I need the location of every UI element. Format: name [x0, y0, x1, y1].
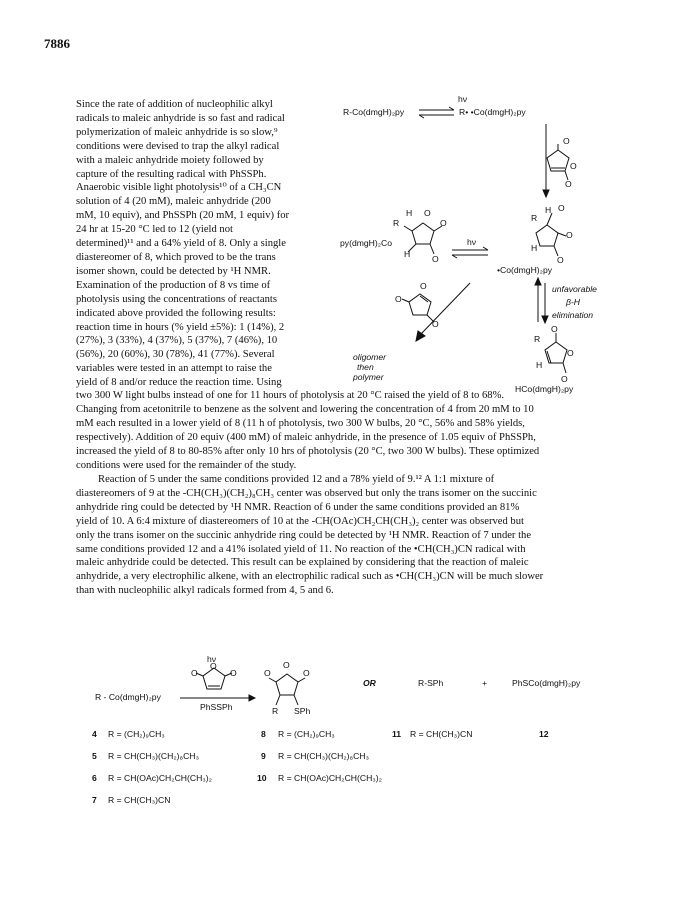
- h-label: H: [545, 205, 552, 215]
- o-label: O: [420, 281, 427, 291]
- phsco-label: PhSCo(dmgH)₂py: [512, 678, 581, 688]
- text-line: two 300 W light bulbs instead of one for 11 hours of photolysis at 20 °C raised the yield of 8 to 68%.: [76, 390, 505, 401]
- r-label: R: [393, 218, 400, 228]
- text-line: capture of the resulting radical with PhSSPh.: [76, 168, 267, 180]
- o-label: O: [264, 668, 271, 678]
- text-line: variables were tested in an attempt to raise the: [76, 363, 272, 375]
- o-label: O: [565, 179, 572, 189]
- compound-number: 10: [257, 773, 267, 783]
- o-label: O: [283, 660, 290, 670]
- compound-number: 8: [261, 729, 266, 739]
- text-line: Changing from acetonitrile to benzene as the solvent and lowering the concentration of 4 from 20 mM to 10: [76, 403, 534, 415]
- compound-definition: R = CH(CH₃)(CH₂)₈CH₃: [108, 751, 199, 761]
- text-line: yield of 10. A 6:4 mixture of diastereomers of 10 at the -CH(OAc)CH₂CH(CH₃)₂ center was observed but: [76, 515, 524, 527]
- compound-definition: R = (CH₂)₉CH₃: [108, 729, 165, 739]
- oligomer-label: oligomer: [353, 352, 386, 362]
- r-label: R: [531, 213, 538, 223]
- h-label: H: [404, 249, 411, 259]
- hv-label: hν: [458, 94, 468, 104]
- text-line: polymerization of maleic anhydride is so slow,⁹: [76, 126, 278, 138]
- o-label: O: [551, 324, 558, 334]
- text-line: conditions were devised to trap the alkyl radical: [76, 140, 280, 152]
- o-label: O: [567, 348, 574, 358]
- reactant-label: R-Co(dmgH)₂py: [343, 107, 405, 117]
- o-label: O: [561, 374, 568, 384]
- o-label: O: [303, 668, 310, 678]
- compound-number: 7: [92, 795, 97, 805]
- text-line: only the trans isomer on the succinic anhydride ring could be detected by ¹H NMR. Reaction of 7 under the: [76, 529, 532, 541]
- hv-label: hν: [207, 654, 217, 664]
- text-line: than with nucleophilic alkyl radicals formed from 4, 5 and 6.: [76, 585, 334, 597]
- compound-number: 6: [92, 773, 97, 783]
- text-line: diastereomer of 8, which proved to be the trans: [76, 251, 276, 263]
- plus-label: +: [482, 678, 488, 688]
- text-line: photolysis using the concentrations of reactants: [76, 293, 277, 305]
- text-line: yield of 8 and/or reduce the reaction time. Using: [76, 377, 282, 389]
- o-label: O: [230, 668, 237, 678]
- o-label: O: [432, 319, 439, 329]
- cobalt-adduct-label: py(dmgH)₂Co: [340, 238, 393, 248]
- text-line: solution of 4 (20 mM), maleic anhydride (200: [76, 196, 271, 208]
- scheme2-reactant-label: R - Co(dmgH)₂py: [95, 692, 161, 702]
- o-label: O: [210, 661, 217, 671]
- sph-label: SPh: [294, 706, 311, 716]
- products-label: R• •Co(dmgH)₂py: [459, 107, 526, 117]
- o-label: O: [424, 208, 431, 218]
- text-line: isomer shown, could be detected by ¹H NMR.: [76, 265, 271, 277]
- hco-label: HCo(dmgH)₂py: [515, 384, 574, 394]
- text-line: anhydride ring could be detected by ¹H NMR. Reaction of 6 under the same conditions provided an 81%: [76, 501, 520, 513]
- polymer-label: polymer: [353, 372, 384, 382]
- o-label: O: [432, 254, 439, 264]
- o-label: O: [558, 203, 565, 213]
- text-line: increased the yield of 8 to 80-85% after only 10 hrs of photolysis (20 °C, two 300 W bulbs). These optimized: [76, 445, 540, 457]
- text-line: Since the rate of addition of nucleophilic alkyl: [76, 99, 273, 110]
- text-line: Examination of the production of 8 vs time of: [76, 279, 271, 291]
- o-label: O: [570, 161, 577, 171]
- compound-definition: R = CH(OAc)CH₂CH(CH₃)₂: [108, 773, 212, 783]
- text-line: maleic anhydride could be detected. This result can be explained by considering that the reaction of maleic: [76, 557, 529, 569]
- text-line: diastereomers of 9 at the -CH(CH₃)(CH₂)₈CH₃ center was observed but only the trans isomer on the succinic: [76, 487, 537, 499]
- compound-number: 11: [392, 729, 402, 739]
- elimination-label: elimination: [552, 310, 594, 320]
- o-label: O: [191, 668, 198, 678]
- beta-h-label: β-H: [566, 297, 580, 307]
- text-line: Anaerobic visible light photolysis¹⁰ of a CH₃CN: [76, 182, 282, 194]
- text-line: respectively). Addition of 20 equiv (400 mM) of maleic anhydride, in the presence of 1.05 equiv of PhSSPh,: [76, 431, 536, 443]
- o-label: O: [566, 230, 573, 240]
- text-line: indicated above provided the following results:: [76, 307, 276, 319]
- co-radical-label: •Co(dmgH)₂py: [497, 265, 553, 275]
- compound-number: 5: [92, 751, 97, 761]
- or-label: OR: [363, 678, 376, 688]
- hv-label: hν: [467, 237, 477, 247]
- text-line: reaction time in hours (% yield ±5%): 1 (14%), 2: [76, 321, 285, 333]
- h-label: H: [406, 208, 413, 218]
- o-label: O: [557, 255, 564, 265]
- compound-number: 9: [261, 751, 266, 761]
- text-line: 24 hr at 15-20 °C led to 12 (yield not: [76, 224, 233, 236]
- compound-definition: R = CH(OAc)CH₂CH(CH₃)₂: [278, 773, 382, 783]
- o-label: O: [563, 136, 570, 146]
- r-label: R: [534, 334, 541, 344]
- text-line: conditions were used for the remainder of the study.: [76, 459, 297, 471]
- compound-definition: R = CH(CH₃)(CH₂)₈CH₃: [278, 751, 369, 761]
- text-line: (27%), 3 (33%), 4 (37%), 5 (37%), 7 (46%), 10: [76, 335, 278, 347]
- o-label: O: [440, 218, 447, 228]
- text-line: anhydride, a very electrophilic alkene, with an electrophilic radical such as •CH(CH₃)CN will be much slower: [76, 571, 544, 583]
- text-line: (56%), 20 (60%), 30 (78%), 41 (77%). Several: [76, 349, 275, 361]
- rsph-label: R-SPh: [418, 678, 444, 688]
- h-label: H: [531, 243, 538, 253]
- compound-number: 12: [539, 729, 549, 739]
- text-line: mM, 10 equiv), and PhSSPh (20 mM, 1 equiv) for: [76, 210, 290, 222]
- r-label: R: [272, 706, 279, 716]
- then-label: then: [357, 362, 374, 372]
- text-line: same conditions provided 12 and a 41% isolated yield of 11. No reaction of the •CH(CH₃)CN radical with: [76, 543, 526, 555]
- text-line: with a maleic anhydride moiety followed by: [76, 154, 264, 166]
- text-line: radicals to maleic anhydride is so fast and radical: [76, 112, 285, 124]
- compound-definition: R = CH(CH₃)CN: [410, 729, 473, 739]
- o-label: O: [395, 294, 402, 304]
- text-line: mM each resulted in a lower yield of 8 (11 h of photolysis, two 300 W bulbs, 20 °C, 56% and 58% yields,: [76, 417, 525, 429]
- text-line: Reaction of 5 under the same conditions provided 12 and a 78% yield of 9.¹² A 1:1 mixture of: [98, 474, 495, 485]
- compound-definition: R = CH(CH₃)CN: [108, 795, 171, 805]
- h-label: H: [536, 360, 543, 370]
- page-number: 7886: [44, 36, 70, 51]
- text-line: determined)¹¹ and a 64% yield of 8. Only a single: [76, 238, 286, 250]
- compound-definition: R = (CH₂)₉CH₃: [278, 729, 335, 739]
- phsspH-label: PhSSPh: [200, 702, 233, 712]
- compound-number: 4: [92, 729, 97, 739]
- unfavorable-label: unfavorable: [552, 284, 597, 294]
